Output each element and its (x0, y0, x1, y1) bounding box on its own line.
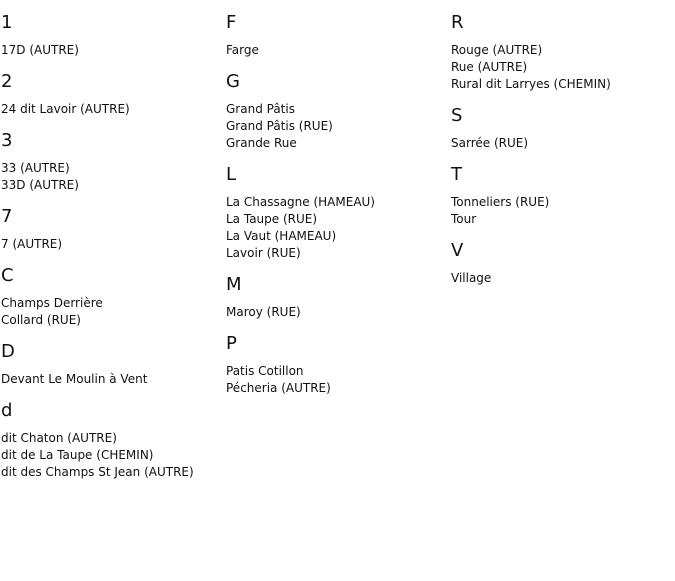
street-name: La Chassagne (HAMEAU) (226, 195, 375, 209)
group-letter-heading: V (451, 240, 464, 261)
group-letter-heading: S (451, 105, 463, 126)
street-name: Village (451, 271, 492, 285)
street-name: dit des Champs St Jean (AUTRE) (1, 465, 194, 479)
street-name: Rue (AUTRE) (451, 60, 528, 74)
street-name: dit Chaton (AUTRE) (1, 431, 117, 445)
letter-group (1, 206, 226, 253)
index-column (226, 0, 451, 397)
street-name: Grand Pâtis (RUE) (226, 119, 333, 133)
street-list (226, 194, 451, 262)
group-letter-heading: M (226, 274, 242, 295)
letter-group (451, 105, 675, 152)
street-name: Pécheria (AUTRE) (226, 381, 331, 395)
letter-group (1, 130, 226, 194)
group-letter-heading: R (451, 12, 464, 33)
street-list (226, 363, 451, 397)
group-letter-heading: P (226, 333, 237, 354)
group-letter-heading: C (1, 265, 14, 286)
street-name: Devant Le Moulin à Vent (1, 372, 148, 386)
letter-group (451, 164, 675, 228)
index-column (1, 0, 226, 481)
letter-group (451, 240, 675, 287)
street-list (1, 160, 226, 194)
letter-group (226, 12, 451, 59)
street-list (451, 270, 675, 287)
street-list (1, 101, 226, 118)
street-name: Collard (RUE) (1, 313, 81, 327)
letter-group (226, 164, 451, 262)
street-name: La Vaut (HAMEAU) (226, 229, 337, 243)
street-name: Tonneliers (RUE) (451, 195, 550, 209)
group-letter-heading: F (226, 12, 237, 33)
letter-group (1, 12, 226, 59)
street-list (226, 42, 451, 59)
letter-group (1, 71, 226, 118)
street-name: 7 (AUTRE) (1, 237, 63, 251)
letter-group (1, 341, 226, 388)
street-name: Grand Pâtis (226, 102, 295, 116)
group-letter-heading: T (451, 164, 462, 185)
street-list (1, 430, 226, 481)
index-column (451, 0, 675, 287)
street-list (1, 295, 226, 329)
street-name: Rural dit Larryes (CHEMIN) (451, 77, 611, 91)
group-letter-heading: 3 (1, 130, 13, 151)
street-name: La Taupe (RUE) (226, 212, 318, 226)
street-list (451, 135, 675, 152)
letter-group (451, 12, 675, 93)
street-name: Maroy (RUE) (226, 305, 301, 319)
street-name: Lavoir (RUE) (226, 246, 301, 260)
street-name: Patis Cotillon (226, 364, 304, 378)
group-letter-heading: D (1, 341, 15, 362)
street-list (226, 304, 451, 321)
street-name: Grande Rue (226, 136, 297, 150)
street-list (226, 101, 451, 152)
street-list (1, 371, 226, 388)
group-letter-heading: 1 (1, 12, 13, 33)
letter-group (1, 265, 226, 329)
street-name: Tour (451, 212, 477, 226)
letter-group (226, 333, 451, 397)
letter-group (1, 400, 226, 481)
letter-group (226, 71, 451, 152)
street-name: Rouge (AUTRE) (451, 43, 543, 57)
group-letter-heading: 7 (1, 206, 13, 227)
street-name: 17D (AUTRE) (1, 43, 79, 57)
group-letter-heading: G (226, 71, 240, 92)
street-name: dit de La Taupe (CHEMIN) (1, 448, 154, 462)
group-letter-heading: d (1, 400, 13, 421)
group-letter-heading: 2 (1, 71, 13, 92)
street-name: Farge (226, 43, 259, 57)
street-list (451, 194, 675, 228)
street-list (1, 42, 226, 59)
street-name: 33 (AUTRE) (1, 161, 70, 175)
street-list (1, 236, 226, 253)
street-name: 33D (AUTRE) (1, 178, 79, 192)
street-name: 24 dit Lavoir (AUTRE) (1, 102, 130, 116)
letter-group (226, 274, 451, 321)
group-letter-heading: L (226, 164, 237, 185)
street-name: Sarrée (RUE) (451, 136, 529, 150)
street-list (451, 42, 675, 93)
street-name: Champs Derrière (1, 296, 103, 310)
